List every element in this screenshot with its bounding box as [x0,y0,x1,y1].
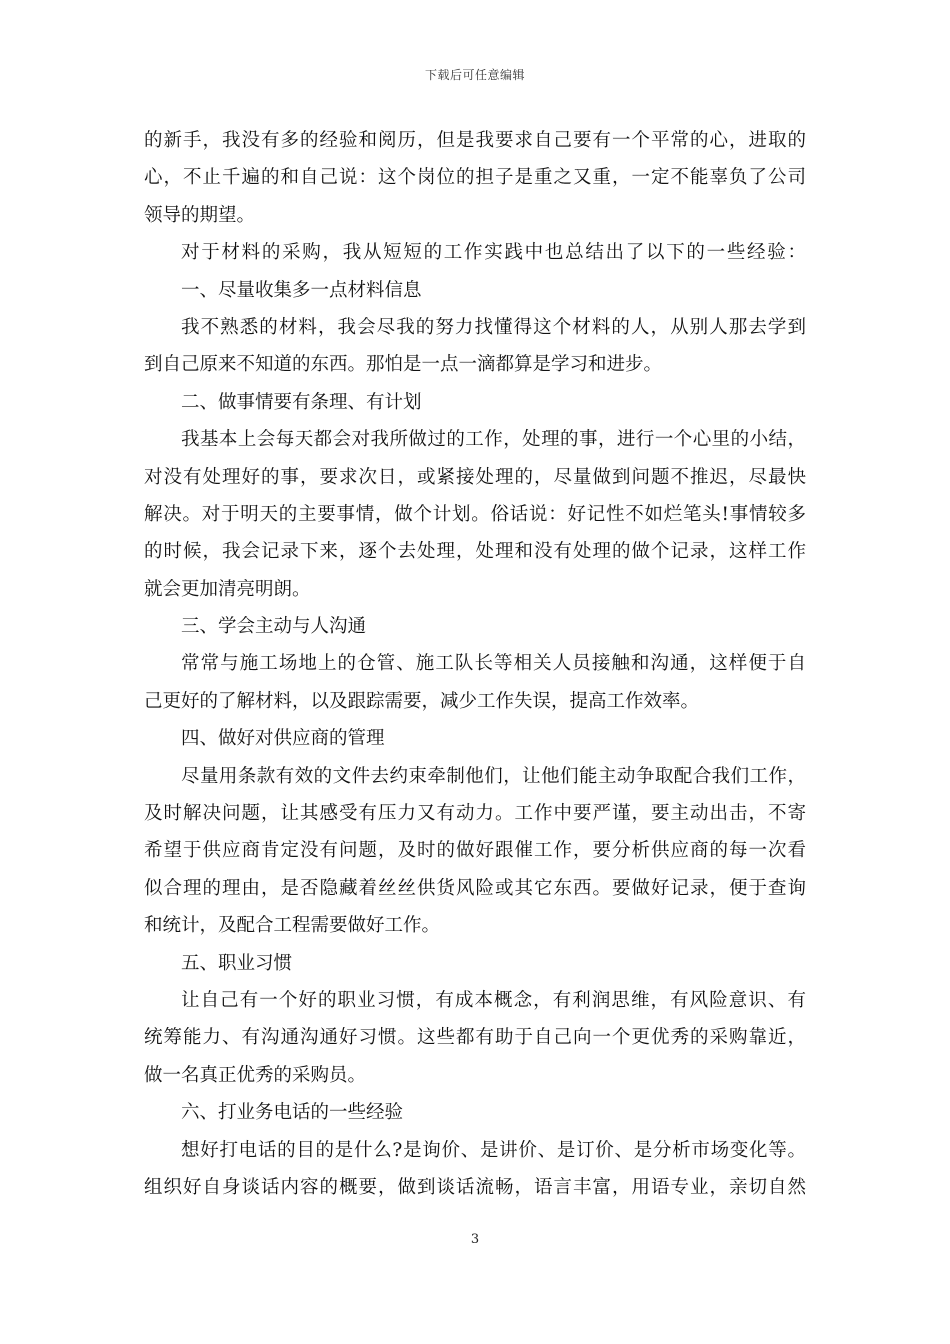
text-line: 二、做事情要有条理、有计划 [181,391,422,413]
text-line: 及时解决问题，让其感受有压力又有动力。工作中要严谨，要主动出击，不寄 [144,803,806,825]
text-line: 组织好自身谈话内容的概要，做到谈话流畅，语言丰富，用语专业，亲切自然 [144,1176,806,1198]
text-line: 的新手，我没有多的经验和阅历，但是我要求自己要有一个平常的心，进取的 [144,130,806,151]
page-number: 3 [470,1232,480,1247]
text-line: 想好打电话的目的是什么?是询价、是讲价、是订价、是分析市场变化等。 [181,1139,806,1161]
text-line: 己更好的了解材料，以及跟踪需要，减少工作失误，提高工作效率。 [144,690,700,712]
text-line: 希望于供应商肯定没有问题，及时的做好跟催工作，要分析供应商的每一次看 [144,840,806,862]
text-line: 心，不止千遍的和自己说：这个岗位的担子是重之又重，一定不能辜负了公司 [144,167,806,189]
page-header: 下载后可任意编辑 [424,68,525,82]
text-line: 我不熟悉的材料，我会尽我的努力找懂得这个材料的人，从别人那去学到 [181,316,806,338]
text-line: 四、做好对供应商的管理 [181,728,385,750]
text-line: 到自己原来不知道的东西。那怕是一点一滴都算是学习和进步。 [144,354,663,376]
text-line: 对没有处理好的事，要求次日，或紧接处理的，尽量做到问题不推迟，尽最快 [144,466,806,488]
text-line: 和统计，及配合工程需要做好工作。 [144,915,441,937]
text-line: 我基本上会每天都会对我所做过的工作，处理的事，进行一个心里的小结， [181,429,806,451]
text-line: 六、打业务电话的一些经验 [181,1102,404,1124]
text-line: 对于材料的采购，我从短短的工作实践中也总结出了以下的一些经验： [181,242,806,264]
text-line: 让自己有一个好的职业习惯，有成本概念，有利润思维，有风险意识、有 [181,989,806,1011]
text-line: 一、尽量收集多一点材料信息 [181,279,422,301]
text-line: 统筹能力、有沟通沟通好习惯。这些都有助于自己向一个更优秀的采购靠近， [144,1027,806,1049]
text-line: 的时候，我会记录下来，逐个去处理，处理和没有处理的做个记录，这样工作 [144,541,806,563]
text-line: 就会更加清亮明朗。 [144,578,311,600]
text-line: 常常与施工场地上的仓管、施工队长等相关人员接触和沟通，这样便于自 [181,653,806,675]
text-line: 做一名真正优秀的采购员。 [144,1064,367,1086]
text-line: 尽量用条款有效的文件去约束牵制他们，让他们能主动争取配合我们工作， [181,765,806,787]
document-body [144,122,806,1206]
text-line: 似合理的理由，是否隐藏着丝丝供货风险或其它东西。要做好记录，便于查询 [144,877,806,899]
text-line: 解决。对于明天的主要事情，做个计划。俗话说：好记性不如烂笔头!事情较多 [144,503,806,525]
text-line: 五、职业习惯 [181,952,293,974]
text-line: 三、学会主动与人沟通 [181,616,367,638]
text-line: 领导的期望。 [144,204,256,226]
